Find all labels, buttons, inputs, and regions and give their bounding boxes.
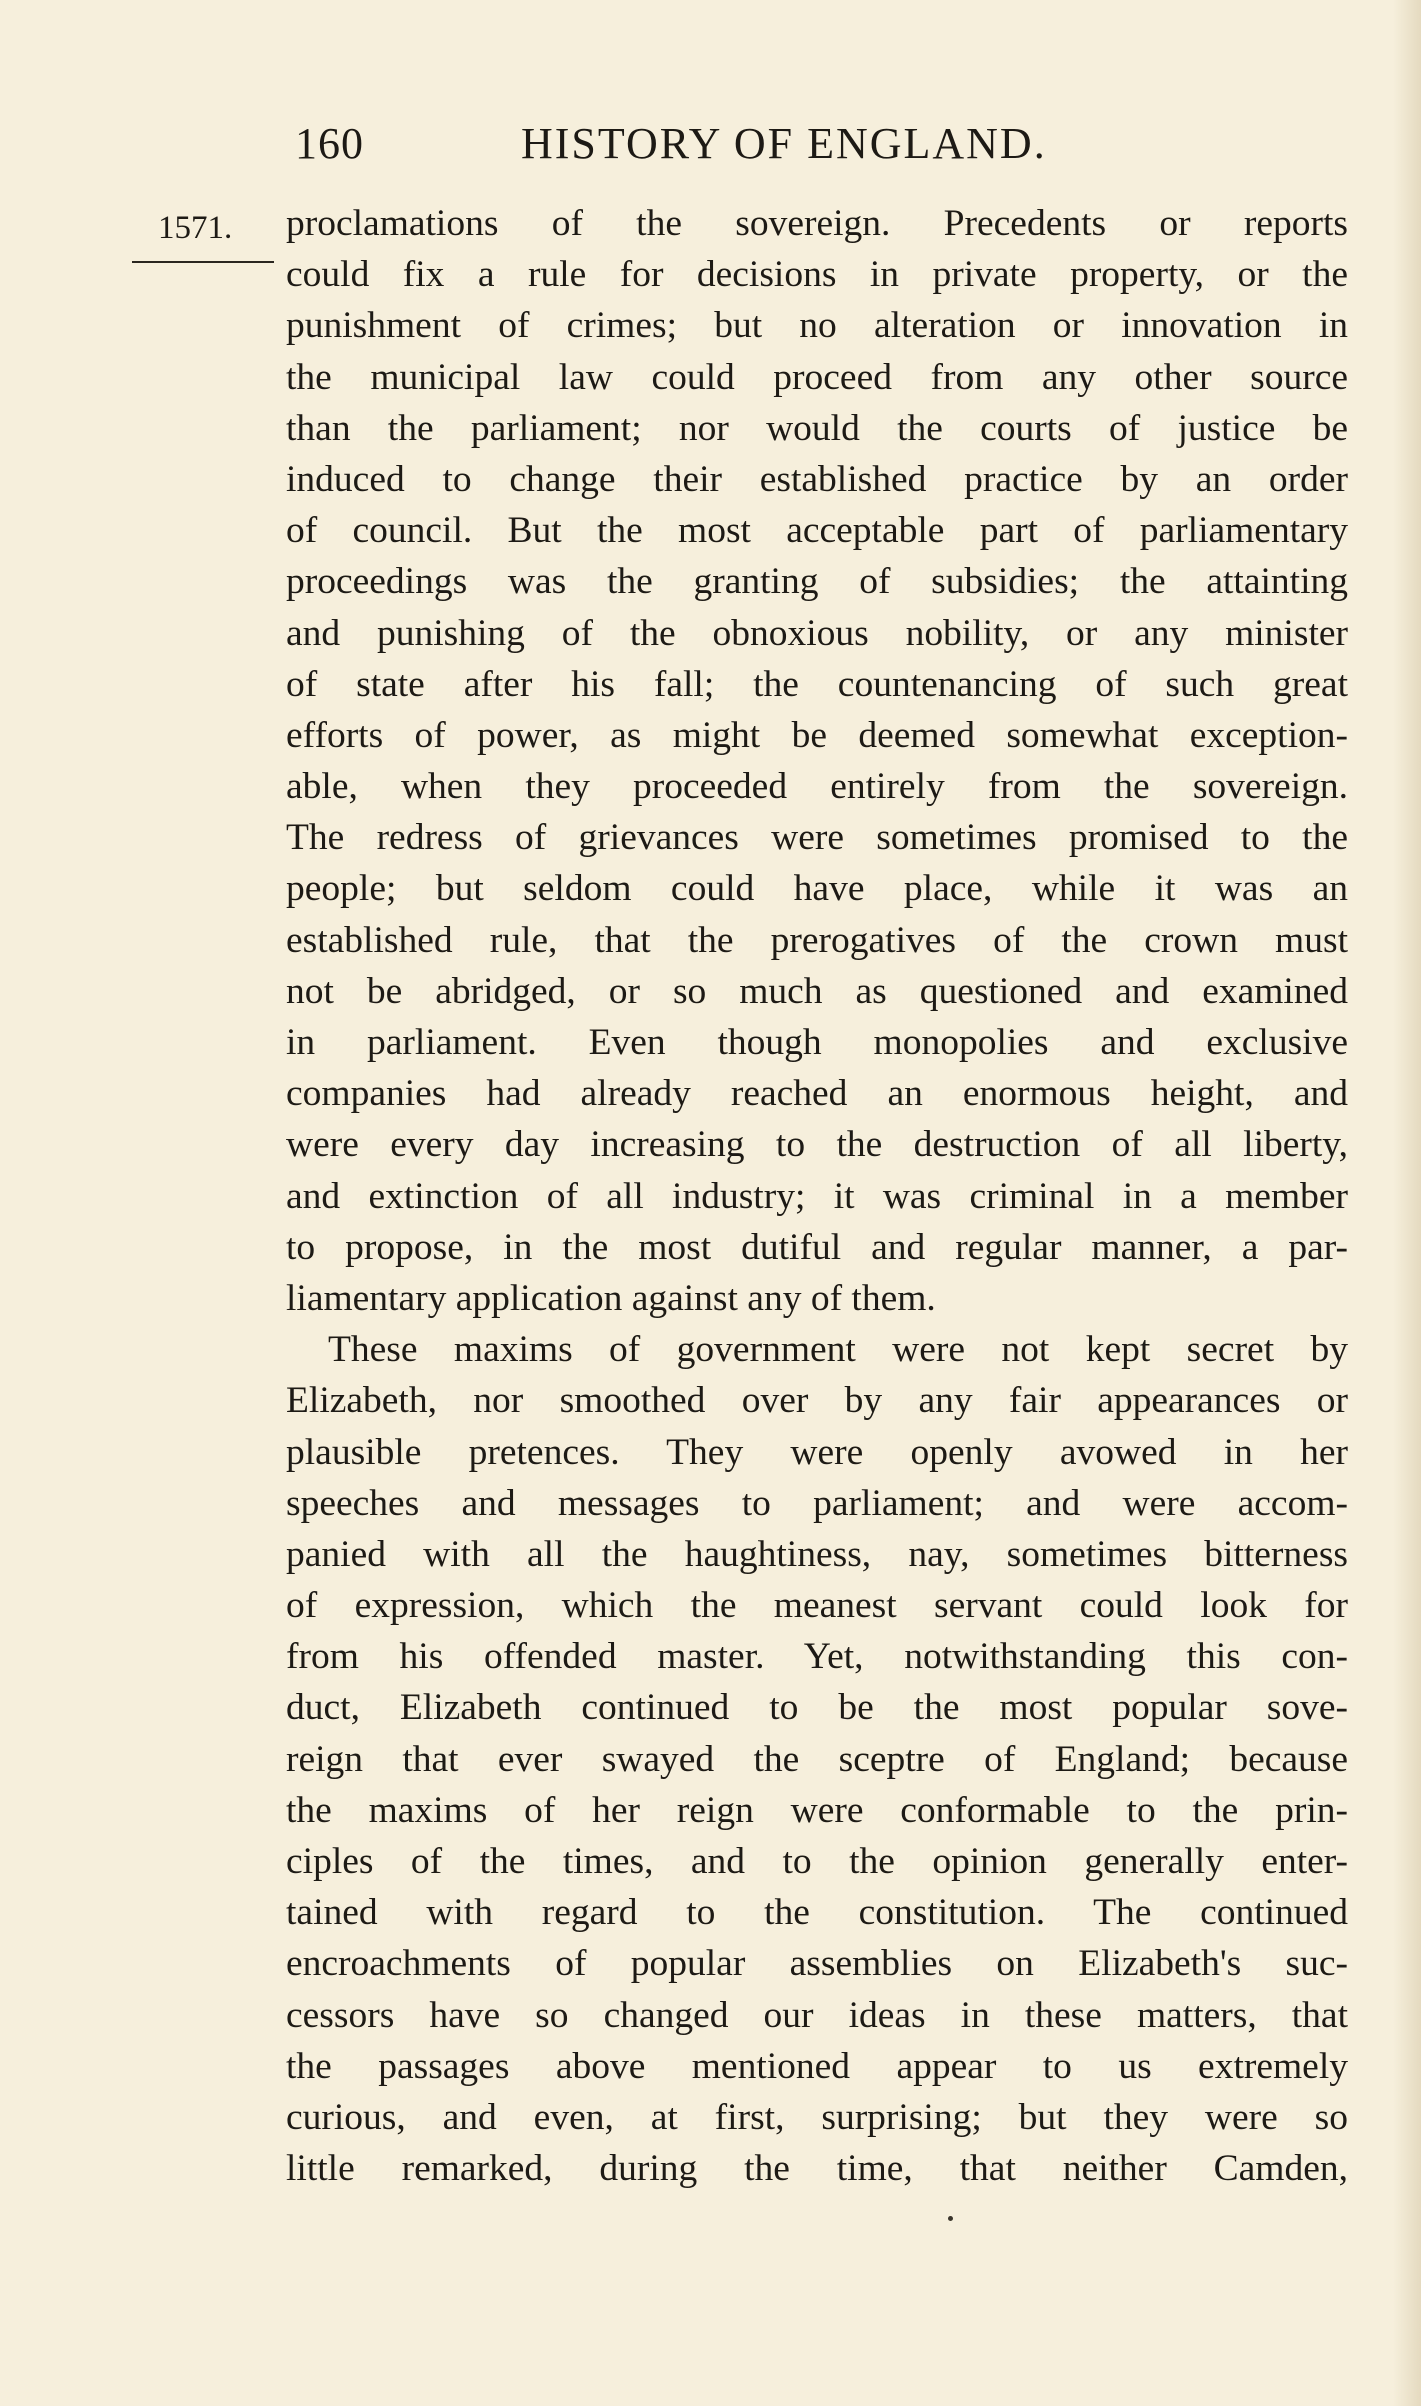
text-line: Elizabeth, nor smoothed over by any fair appearances or: [286, 1380, 1348, 1422]
text-line: of expression, which the meanest servant could look for: [286, 1585, 1348, 1627]
text-line: were every day increasing to the destruction of all liberty,: [286, 1124, 1348, 1166]
margin-rule: [132, 261, 274, 263]
text-line: the maxims of her reign were conformable to the prin-: [286, 1789, 1348, 1831]
text-line: encroachments of popular assemblies on Elizabeth's suc-: [286, 1943, 1348, 1985]
text-line: The redress of grievances were sometimes promised to the: [286, 817, 1348, 859]
page-header: [295, 118, 1421, 178]
body-text: [286, 198, 1348, 2194]
text-line: the municipal law could proceed from any other source: [286, 356, 1348, 398]
margin-year: 1571.: [158, 210, 233, 246]
text-line: established rule, that the prerogatives of the crown must: [286, 919, 1348, 961]
running-head: HISTORY OF ENGLAND.: [521, 119, 1047, 168]
text-line: punishment of crimes; but no alteration or innovation in: [286, 305, 1348, 347]
page-number: 160: [295, 119, 364, 168]
text-line: proclamations of the sovereign. Precedents or reports: [286, 203, 1348, 244]
paragraph-end-line: liamentary application against any of them.: [286, 1277, 936, 1319]
text-line: people; but seldom could have place, while it was an: [286, 868, 1348, 910]
text-line: of state after his fall; the countenancing of such great: [286, 663, 1348, 705]
text-line: and punishing of the obnoxious nobility, or any minister: [286, 612, 1348, 654]
page-edge-shadow: [1393, 0, 1421, 2406]
text-line: cessors have so changed our ideas in these matters, that: [286, 1994, 1348, 2036]
paragraph-start-line: These maxims of government were not kept secret by: [328, 1329, 1348, 1371]
text-line: little remarked, during the time, that neither Camden,: [286, 2148, 1348, 2190]
text-line: ciples of the times, and to the opinion generally enter-: [286, 1841, 1348, 1882]
text-line: the passages above mentioned appear to us extremely: [286, 2045, 1348, 2087]
text-line: able, when they proceeded entirely from the sovereign.: [286, 766, 1348, 808]
text-line: from his offended master. Yet, notwithstanding this con-: [286, 1636, 1348, 1678]
text-line: reign that ever swayed the sceptre of England; because: [286, 1738, 1348, 1780]
text-line: plausible pretences. They were openly avowed in her: [286, 1431, 1348, 1473]
text-line: and extinction of all industry; it was criminal in a member: [286, 1175, 1348, 1217]
text-line: to propose, in the most dutiful and regular manner, a par-: [286, 1226, 1348, 1268]
text-line: induced to change their established practice by an order: [286, 458, 1348, 500]
text-line: duct, Elizabeth continued to be the most popular sove-: [286, 1687, 1348, 1729]
text-line: of council. But the most acceptable part of parliamentary: [286, 510, 1348, 552]
text-line: in parliament. Even though monopolies and exclusive: [286, 1022, 1348, 1063]
text-line: than the parliament; nor would the courts of justice be: [286, 407, 1348, 449]
ink-speck: [948, 2216, 953, 2221]
text-line: speeches and messages to parliament; and were accom-: [286, 1482, 1348, 1524]
text-line: proceedings was the granting of subsidies; the attainting: [286, 561, 1348, 603]
text-line: could fix a rule for decisions in private property, or the: [286, 254, 1348, 296]
text-line: efforts of power, as might be deemed somewhat exception-: [286, 714, 1348, 756]
text-line: not be abridged, or so much as questioned and examined: [286, 970, 1348, 1012]
text-line: companies had already reached an enormous height, and: [286, 1073, 1348, 1115]
text-line: curious, and even, at first, surprising; but they were so: [286, 2096, 1348, 2138]
text-line: panied with all the haughtiness, nay, sometimes bitterness: [286, 1533, 1348, 1575]
text-line: tained with regard to the constitution. The continued: [286, 1892, 1348, 1934]
